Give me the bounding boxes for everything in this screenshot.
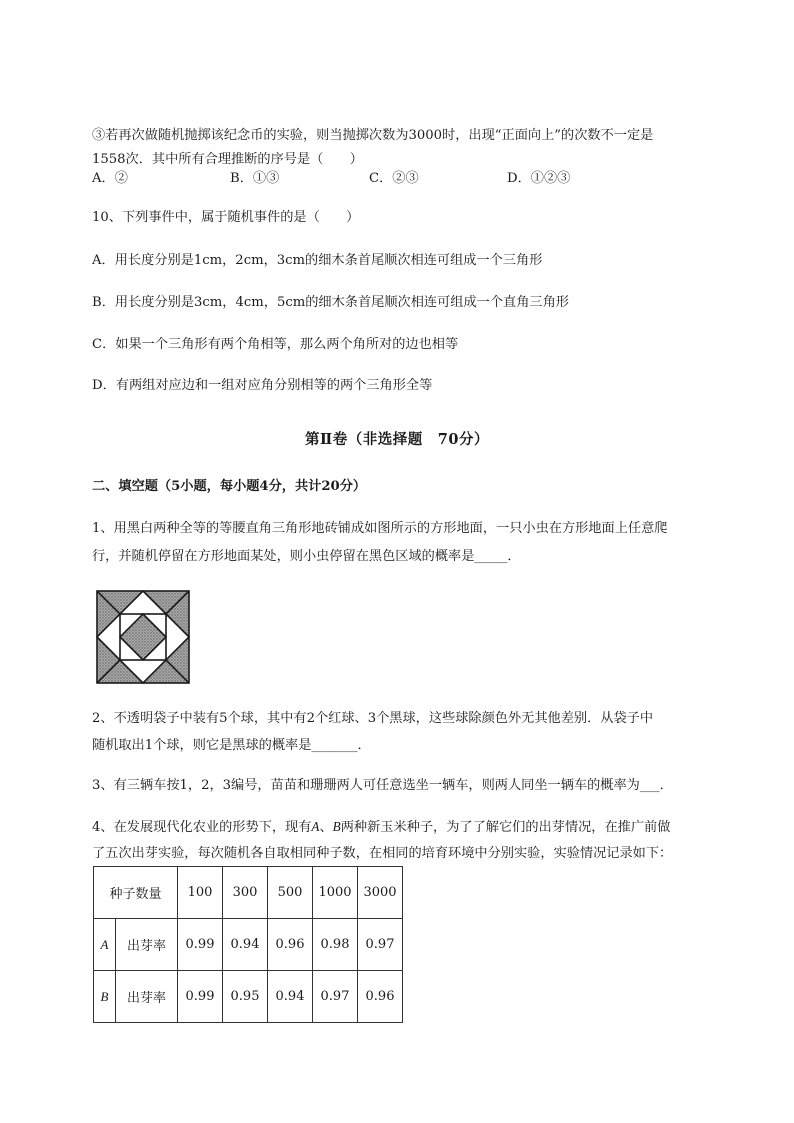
fill-q1-line2: 行，并随机停留在方形地面某处，则小虫停留在黑色区域的概率是_____． — [92, 549, 521, 564]
fill-q4-text-pre: 4、在发展现代化农业的形势下，现有 — [92, 820, 312, 835]
table-header-label: 种子数量 — [94, 867, 178, 919]
table-value-cell: 0.94 — [223, 919, 268, 971]
germination-table — [93, 866, 403, 1023]
table-value-cell: 0.98 — [313, 919, 358, 971]
q10-option-b: B．用长度分别是3cm，4cm，5cm的细木条首尾顺次相连可组成一个直角三角形 — [92, 295, 569, 310]
q9-option-d: D．①②③ — [507, 171, 571, 186]
fill-q2-line2: 随机取出1个球，则它是黑球的概率是_______． — [92, 738, 371, 753]
fill-q4-text-post: 两种新玉米种子，为了了解它们的出芽情况，在推广前做 — [340, 820, 671, 835]
table-value-cell: 0.96 — [268, 919, 313, 971]
fill-q1-line1: 1、用黑白两种全等的等腰直角三角形地砖铺成如图所示的方形地面，一只小虫在方形地面上任意爬 — [92, 521, 668, 536]
table-value-cell: 0.99 — [178, 919, 223, 971]
q10-question: 10、下列事件中，属于随机事件的是（ ） — [92, 210, 360, 225]
fill-q3-line1: 3、有三辆车按1，2，3编号，苗苗和珊珊两人可任意选坐一辆车，则两人同坐一辆车的概率为___． — [92, 778, 673, 793]
table-seed-cell: B — [94, 971, 116, 1023]
q9-option-a: A．② — [92, 171, 128, 186]
seed-b-var: B — [332, 819, 341, 834]
table-count-cell: 100 — [178, 867, 223, 919]
fill-q4-line1 — [92, 818, 670, 837]
table-value-cell: 0.94 — [268, 971, 313, 1023]
q10-option-c: C．如果一个三角形有两个角相等，那么两个角所对的边也相等 — [92, 337, 459, 352]
q9-statement-3-line2: 1558次．其中所有合理推断的序号是（ ） — [92, 152, 363, 167]
table-seed-cell: A — [94, 919, 116, 971]
part2-title: 第Ⅱ卷（非选择题 70分） — [305, 431, 489, 448]
section-heading: 二、填空题（5小题，每小题4分，共计20分） — [92, 479, 367, 494]
fill-q4-sep: 、 — [319, 820, 333, 835]
table-count-cell: 3000 — [358, 867, 403, 919]
q10-option-a: A．用长度分别是1cm，2cm，3cm的细木条首尾顺次相连可组成一个三角形 — [92, 253, 543, 268]
table-header-row — [94, 867, 403, 919]
q10-option-d: D．有两组对应边和一组对应角分别相等的两个三角形全等 — [92, 378, 433, 393]
table-count-cell: 300 — [223, 867, 268, 919]
fill-q4-line2: 了五次出芽实验，每次随机各自取相同种子数，在相同的培育环境中分别实验，实验情况记录如下： — [92, 846, 673, 861]
table-count-cell: 500 — [268, 867, 313, 919]
q9-option-c: C．②③ — [369, 171, 419, 186]
table-value-cell: 0.97 — [313, 971, 358, 1023]
table-value-cell: 0.96 — [358, 971, 403, 1023]
table-value-cell: 0.99 — [178, 971, 223, 1023]
table-value-cell: 0.97 — [358, 919, 403, 971]
table-value-cell: 0.95 — [223, 971, 268, 1023]
fill-q2-line1: 2、不透明袋子中装有5个球，其中有2个红球、3个黑球，这些球除颜色外无其他差别．从袋子中 — [92, 711, 654, 726]
table-count-cell: 1000 — [313, 867, 358, 919]
table-label-cell: 出芽率 — [116, 971, 178, 1023]
table-row — [94, 971, 403, 1023]
seed-a-var: A — [311, 819, 320, 834]
q9-statement-3-line1: ③若再次做随机抛掷该纪念币的实验，则当抛掷次数为3000时，出现“正面向上”的次数不一定是 — [92, 128, 654, 143]
table-row — [94, 919, 403, 971]
table-label-cell: 出芽率 — [116, 919, 178, 971]
q9-option-b: B．①③ — [230, 171, 280, 186]
tile-floor-figure — [96, 590, 190, 684]
